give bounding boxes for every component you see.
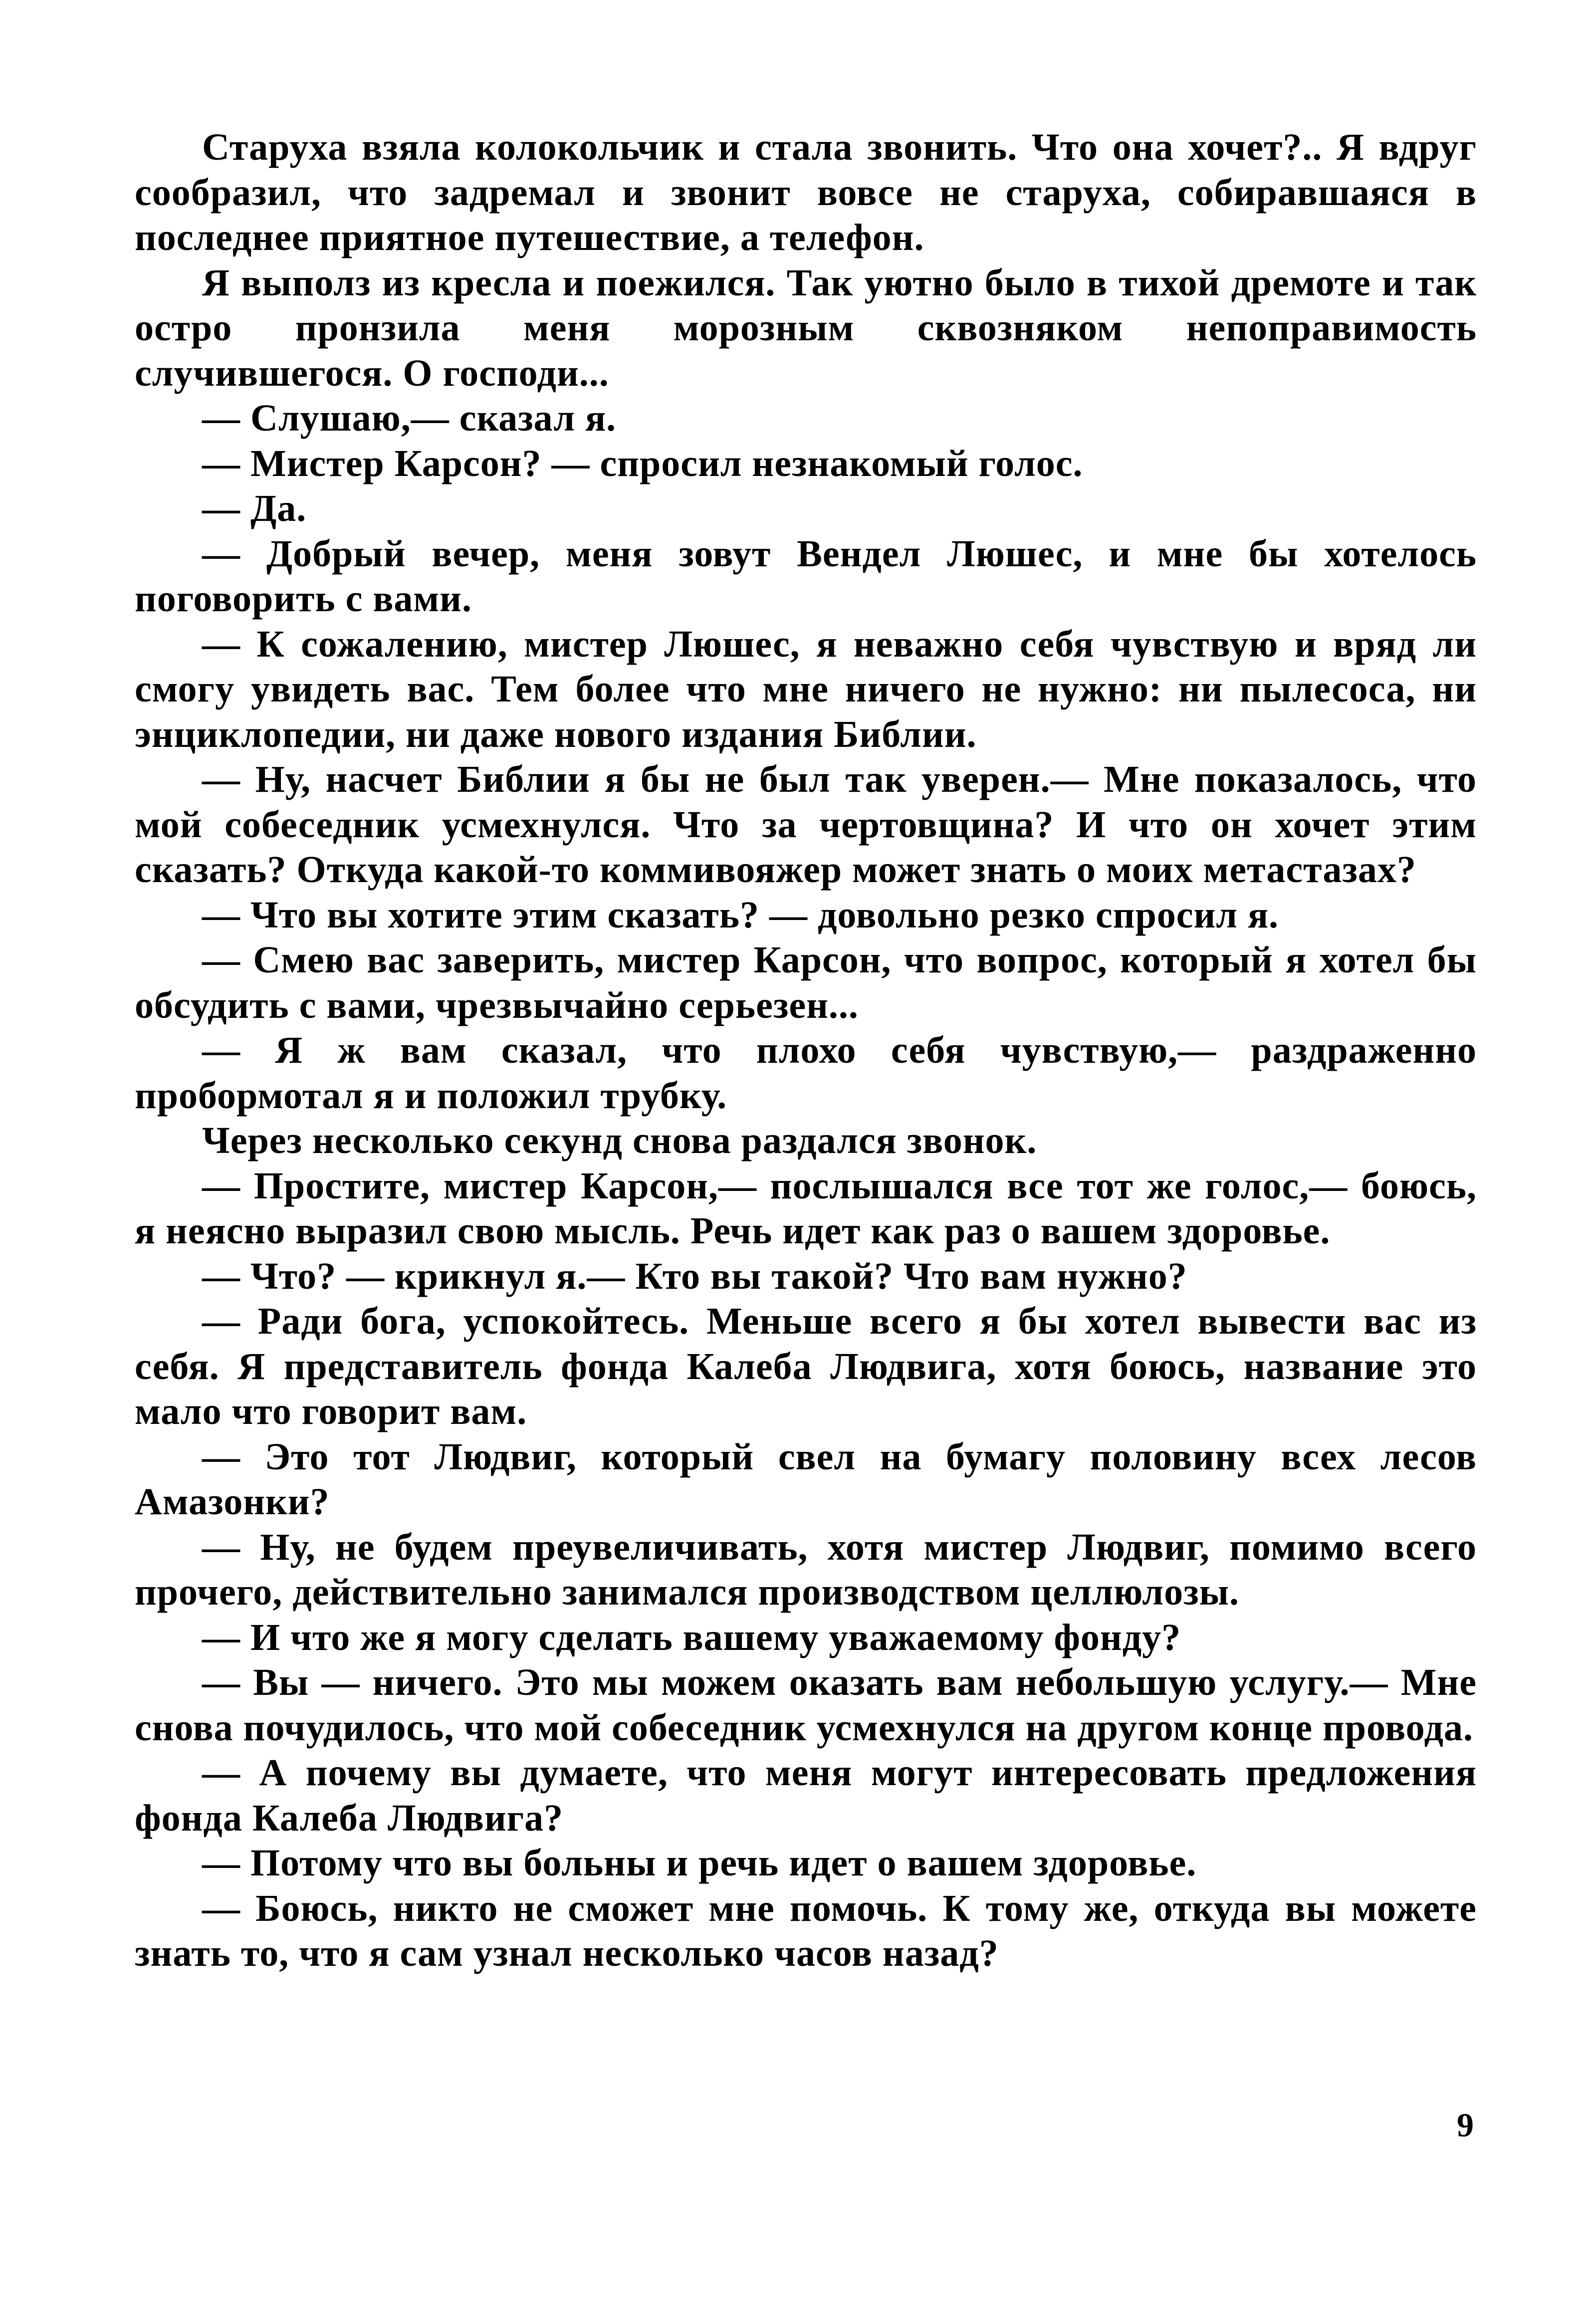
- paragraph: — Я ж вам сказал, что плохо себя чувствую,— раздраженно пробормотал я и положил трубку.: [135, 1029, 1477, 1117]
- paragraph: — К сожалению, мистер Люшес, я неважно себя чувствую и вряд ли смогу увидеть вас. Тем более что мне ничего не нужно: ни пылесоса, ни энциклопедии, ни даже нового издания Библии.: [135, 623, 1477, 755]
- paragraph: — Вы — ничего. Это мы можем оказать вам небольшую услугу.— Мне снова почудилось, что мой собеседник усмехнулся на другом конце провода.: [135, 1661, 1477, 1749]
- paragraph: — Смею вас заверить, мистер Карсон, что вопрос, который я хотел бы обсудить с вами, чрезвычайно серьезен...: [135, 939, 1477, 1026]
- paragraph: — Это тот Людвиг, который свел на бумагу половину всех лесов Амазонки?: [135, 1435, 1477, 1523]
- paragraph: — Боюсь, никто не сможет мне помочь. К тому же, откуда вы можете знать то, что я сам узнал несколько часов назад?: [135, 1887, 1477, 1974]
- paragraph: — Да.: [202, 487, 307, 529]
- paragraph: — Ради бога, успокойтесь. Меньше всего я бы хотел вывести вас из себя. Я представитель фонда Калеба Людвига, хотя боюсь, название это мало что говорит вам.: [135, 1300, 1477, 1432]
- paragraph: — Что? — крикнул я.— Кто вы такой? Что вам нужно?: [202, 1255, 1187, 1297]
- paragraph: Я выполз из кресла и поежился. Так уютно было в тихой дремоте и так остро пронзила меня морозным сквозняком непоправимость случившегося. О господи...: [135, 261, 1477, 394]
- paragraph: — Простите, мистер Карсон,— послышался все тот же голос,— боюсь, я неясно выразил свою мысль. Речь идет как раз о вашем здоровье.: [135, 1164, 1477, 1252]
- page-number: 9: [1457, 2106, 1474, 2144]
- paragraph: — Добрый вечер, меня зовут Вендел Люшес, и мне бы хотелось поговорить с вами.: [135, 532, 1477, 620]
- paragraph: — А почему вы думаете, что меня могут интересовать предложения фонда Калеба Людвига?: [135, 1752, 1477, 1839]
- page-body: [135, 125, 1477, 1976]
- paragraph: — И что же я могу сделать вашему уважаемому фонду?: [202, 1616, 1181, 1658]
- paragraph: — Слушаю,— сказал я.: [202, 397, 617, 439]
- paragraph: — Потому что вы больны и речь идет о вашем здоровье.: [202, 1842, 1197, 1884]
- paragraph: — Ну, не будем преувеличивать, хотя мистер Людвиг, помимо всего прочего, действительно занимался производством целлюлозы.: [135, 1526, 1477, 1613]
- paragraph: Старуха взяла колокольчик и стала звонить. Что она хочет?.. Я вдруг сообразил, что задремал и звонит вовсе не старуха, собиравшаяся в последнее приятное путешествие, а телефон.: [135, 126, 1477, 258]
- paragraph: Через несколько секунд снова раздался звонок.: [202, 1120, 1037, 1161]
- paragraph: — Ну, насчет Библии я бы не был так уверен.— Мне показалось, что мой собеседник усмехнулся. Что за чертовщина? И что он хочет этим сказать? Откуда какой-то коммивояжер может знать о моих метастазах?: [135, 758, 1477, 891]
- paragraph: — Что вы хотите этим сказать? — довольно резко спросил я.: [202, 894, 1279, 936]
- paragraph: — Мистер Карсон? — спросил незнакомый голос.: [202, 442, 1083, 484]
